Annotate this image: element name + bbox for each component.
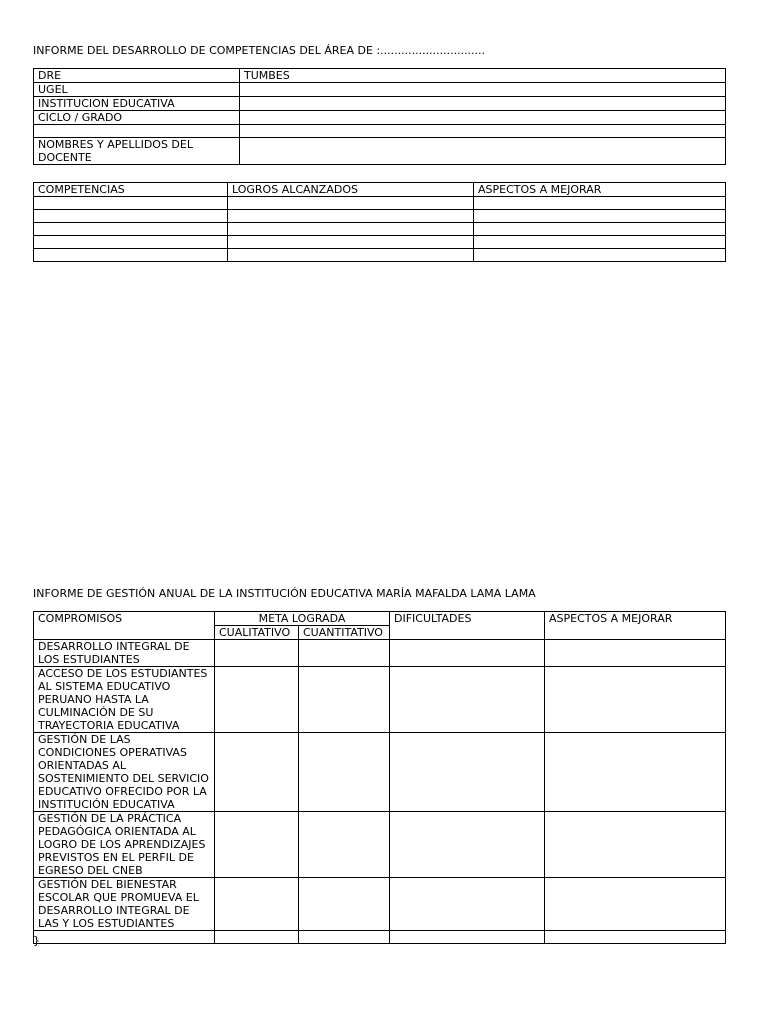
table-cell[interactable]: [34, 236, 228, 249]
table-cell[interactable]: [299, 931, 390, 944]
table-cell[interactable]: [390, 733, 545, 812]
table-cell[interactable]: [215, 878, 299, 931]
table-cell[interactable]: [299, 733, 390, 812]
table-row: [34, 197, 726, 210]
table-header-row: [34, 183, 726, 197]
table-cell[interactable]: [545, 640, 726, 667]
table-cell[interactable]: [299, 878, 390, 931]
info-value-blank[interactable]: [240, 125, 726, 138]
compromiso-cell: GESTIÓN DEL BIENESTAR ESCOLAR QUE PROMUEVA EL DESARROLLO INTEGRAL DE LAS Y LOS ESTUDIANTES: [34, 878, 215, 931]
compromiso-cell: [34, 931, 215, 944]
info-value-docente[interactable]: [240, 138, 726, 165]
header-aspectos: ASPECTOS A MEJORAR: [545, 612, 726, 640]
table-row: [34, 812, 726, 878]
table-row: [34, 931, 726, 944]
header-aspectos: ASPECTOS A MEJORAR: [474, 183, 726, 197]
compromiso-cell: DESARROLLO INTEGRAL DE LOS ESTUDIANTES: [34, 640, 215, 667]
table-cell[interactable]: [228, 249, 474, 262]
table-row: [34, 878, 726, 931]
table-row: [34, 210, 726, 223]
header-compromisos: COMPROMISOS: [34, 612, 215, 640]
info-value-institucion[interactable]: [240, 97, 726, 111]
info-value-ugel[interactable]: [240, 83, 726, 97]
table-cell[interactable]: [545, 733, 726, 812]
table-row: [34, 223, 726, 236]
table-row: [34, 111, 726, 125]
table-cell[interactable]: [545, 812, 726, 878]
header-cuantitativo: CUANTITATIVO: [299, 626, 390, 640]
table-cell[interactable]: [215, 812, 299, 878]
table-cell[interactable]: [228, 210, 474, 223]
header-dificultades: DIFICULTADES: [390, 612, 545, 640]
table-row: [34, 249, 726, 262]
table-row: [34, 236, 726, 249]
header-meta-lograda: META LOGRADA: [215, 612, 390, 626]
gestion-report-title: INFORME DE GESTIÓN ANUAL DE LA INSTITUCIÓN EDUCATIVA MARÍA MAFALDA LAMA LAMA: [33, 587, 536, 600]
gestion-anual-table: [33, 611, 726, 944]
table-cell[interactable]: [215, 640, 299, 667]
info-label-docente: NOMBRES Y APELLIDOS DEL DOCENTE: [34, 138, 240, 165]
table-cell[interactable]: [390, 812, 545, 878]
table-cell[interactable]: [228, 223, 474, 236]
info-label-blank: [34, 125, 240, 138]
table-row: [34, 640, 726, 667]
table-cell[interactable]: [545, 878, 726, 931]
info-label-institucion: INSTITUCION EDUCATIVA: [34, 97, 240, 111]
table-cell[interactable]: [215, 931, 299, 944]
info-value-dre[interactable]: TUMBES: [240, 69, 726, 83]
closing-brace: }: [33, 934, 40, 947]
header-competencias: COMPETENCIAS: [34, 183, 228, 197]
table-cell[interactable]: [545, 931, 726, 944]
table-row: [34, 138, 726, 165]
table-cell[interactable]: [474, 197, 726, 210]
table-cell[interactable]: [474, 236, 726, 249]
compromiso-cell: GESTIÓN DE LAS CONDICIONES OPERATIVAS ORIENTADAS AL SOSTENIMIENTO DEL SERVICIO EDUCATIVO OFRECIDO POR LA INSTITUCIÓN EDUCATIVA: [34, 733, 215, 812]
table-cell[interactable]: [228, 197, 474, 210]
table-cell[interactable]: [390, 640, 545, 667]
compromiso-cell: GESTIÓN DE LA PRÁCTICA PEDAGÓGICA ORIENTADA AL LOGRO DE LOS APRENDIZAJES PREVISTOS EN EL PERFIL DE EGRESO DEL CNEB: [34, 812, 215, 878]
table-cell[interactable]: [390, 667, 545, 733]
compromiso-cell: ACCESO DE LOS ESTUDIANTES AL SISTEMA EDUCATIVO PERUANO HASTA LA CULMINACIÓN DE SU TRAYECTORIA EDUCATIVA: [34, 667, 215, 733]
header-cualitativo: CUALITATIVO: [215, 626, 299, 640]
table-row: [34, 667, 726, 733]
header-logros: LOGROS ALCANZADOS: [228, 183, 474, 197]
table-cell[interactable]: [299, 812, 390, 878]
table-cell[interactable]: [34, 210, 228, 223]
competencias-table: [33, 182, 726, 262]
table-row: [34, 733, 726, 812]
table-cell[interactable]: [215, 667, 299, 733]
table-cell[interactable]: [34, 223, 228, 236]
info-value-ciclo[interactable]: [240, 111, 726, 125]
table-cell[interactable]: [390, 931, 545, 944]
table-cell[interactable]: [474, 249, 726, 262]
general-info-table: [33, 68, 726, 165]
info-label-dre: DRE: [34, 69, 240, 83]
table-cell[interactable]: [545, 667, 726, 733]
table-row: [34, 83, 726, 97]
table-cell[interactable]: [299, 640, 390, 667]
info-label-ugel: UGEL: [34, 83, 240, 97]
info-label-ciclo: CICLO / GRADO: [34, 111, 240, 125]
table-cell[interactable]: [34, 249, 228, 262]
table-cell[interactable]: [474, 210, 726, 223]
table-cell[interactable]: [228, 236, 474, 249]
table-header-row: [34, 612, 726, 626]
table-cell[interactable]: [299, 667, 390, 733]
table-cell[interactable]: [34, 197, 228, 210]
table-row: [34, 125, 726, 138]
table-cell[interactable]: [474, 223, 726, 236]
competencias-report-title: INFORME DEL DESARROLLO DE COMPETENCIAS DEL ÁREA DE :..............................: [33, 44, 486, 57]
table-cell[interactable]: [215, 733, 299, 812]
table-row: [34, 69, 726, 83]
table-cell[interactable]: [390, 878, 545, 931]
table-row: [34, 97, 726, 111]
